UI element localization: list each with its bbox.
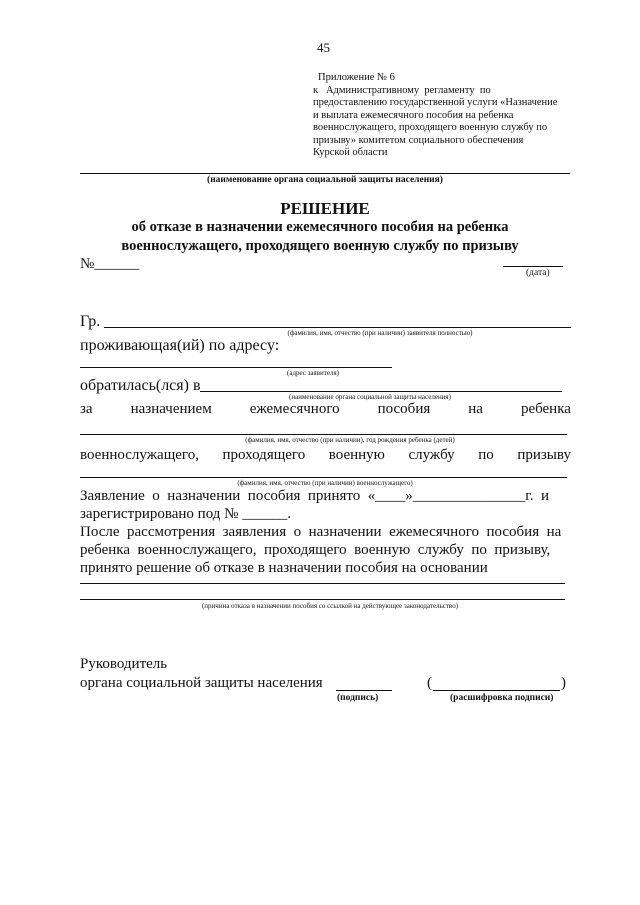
applied-label: обратилась(лся) в xyxy=(80,377,201,394)
applied-org-line xyxy=(200,391,562,392)
purpose-word: на xyxy=(468,401,483,417)
appendix-line: военнослужащего, проходящего военную службу по xyxy=(313,122,548,133)
decipher-caption: (расшифровка подписи) xyxy=(450,693,554,703)
date-line xyxy=(503,266,563,267)
review-line: ребенка военнослужащего, проходящего военную службу по призыву, xyxy=(80,542,551,558)
reason-line xyxy=(80,599,565,600)
citizen-caption: (фамилия, имя, отчество (при наличии) заявителя полностью) xyxy=(287,329,473,337)
decipher-open: ( xyxy=(427,675,432,691)
citizen-name-line xyxy=(104,327,571,328)
purpose-word: назначением xyxy=(130,401,212,417)
soldier-word: военную xyxy=(328,447,385,463)
soldier-word: призыву xyxy=(517,447,571,463)
statement-line: Заявление о назначении пособия принято «____»_______________г. и xyxy=(80,488,549,504)
reason-line xyxy=(80,583,565,584)
appendix-block xyxy=(313,72,557,160)
purpose-word: ежемесячного xyxy=(249,401,340,417)
purpose-row xyxy=(80,401,571,418)
statement-line: зарегистрировано под № ______. xyxy=(80,506,291,522)
org-caption: (наименование органа социальной защиты населения) xyxy=(207,175,443,185)
signature-line xyxy=(336,690,392,691)
purpose-word: ребенка xyxy=(520,401,571,417)
soldier-line xyxy=(80,477,567,478)
appendix-line: предоставлению государственной услуги «Назначение xyxy=(313,97,558,108)
applied-caption: (наименование органа социальной защиты населения) xyxy=(289,393,451,401)
appendix-line: к Административному регламенту по xyxy=(313,84,491,96)
page-number: 45 xyxy=(317,40,330,55)
review-line: принято решение об отказе в назначении пособия на основании xyxy=(80,560,488,576)
appendix-line: призыву» комитетом социального обеспечения xyxy=(313,134,524,146)
document-title: РЕШЕНИЕ xyxy=(280,199,370,218)
appendix-line: и выплата ежемесячного пособия на ребенка xyxy=(313,109,514,121)
soldier-row xyxy=(80,447,571,464)
decipher-line xyxy=(433,690,560,691)
reason-caption: (причина отказа в назначении пособия со ссылкой на действующее законодательство) xyxy=(201,602,459,610)
document-subtitle: военнослужащего, проходящего военную службу по призыву xyxy=(121,238,519,254)
residing-label: проживающая(ий) по адресу: xyxy=(80,337,280,354)
soldier-word: по xyxy=(478,447,494,463)
head-org: органа социальной защиты населения xyxy=(80,675,323,691)
document-subtitle: об отказе в назначении ежемесячного пособия на ребенка xyxy=(131,219,509,235)
purpose-word: пособия xyxy=(377,401,431,417)
purpose-word: за xyxy=(80,401,93,417)
appendix-line: Приложение № 6 xyxy=(318,72,395,83)
soldier-caption: (фамилия, имя, отчество (при наличии) военнослужащего) xyxy=(237,479,413,487)
date-caption: (дата) xyxy=(526,268,550,278)
signature-caption: (подпись) xyxy=(337,693,379,703)
child-caption: (фамилия, имя, отчество (при наличии), год рождения ребенка (детей) xyxy=(245,436,455,444)
soldier-word: военнослужащего, xyxy=(80,447,199,463)
appendix-line: Курской области xyxy=(313,147,388,158)
address-line xyxy=(80,367,392,368)
soldier-word: проходящего xyxy=(222,447,306,463)
soldier-word: службу xyxy=(408,447,455,463)
head-title: Руководитель xyxy=(80,656,168,672)
citizen-label: Гр. xyxy=(80,313,101,330)
address-caption: (адрес заявителя) xyxy=(287,369,339,377)
review-line: После рассмотрения заявления о назначении ежемесячного пособия на xyxy=(80,524,562,540)
child-line xyxy=(80,434,567,435)
decision-number: №______ xyxy=(80,256,140,272)
decipher-close: ) xyxy=(561,675,566,691)
org-line xyxy=(80,173,570,174)
